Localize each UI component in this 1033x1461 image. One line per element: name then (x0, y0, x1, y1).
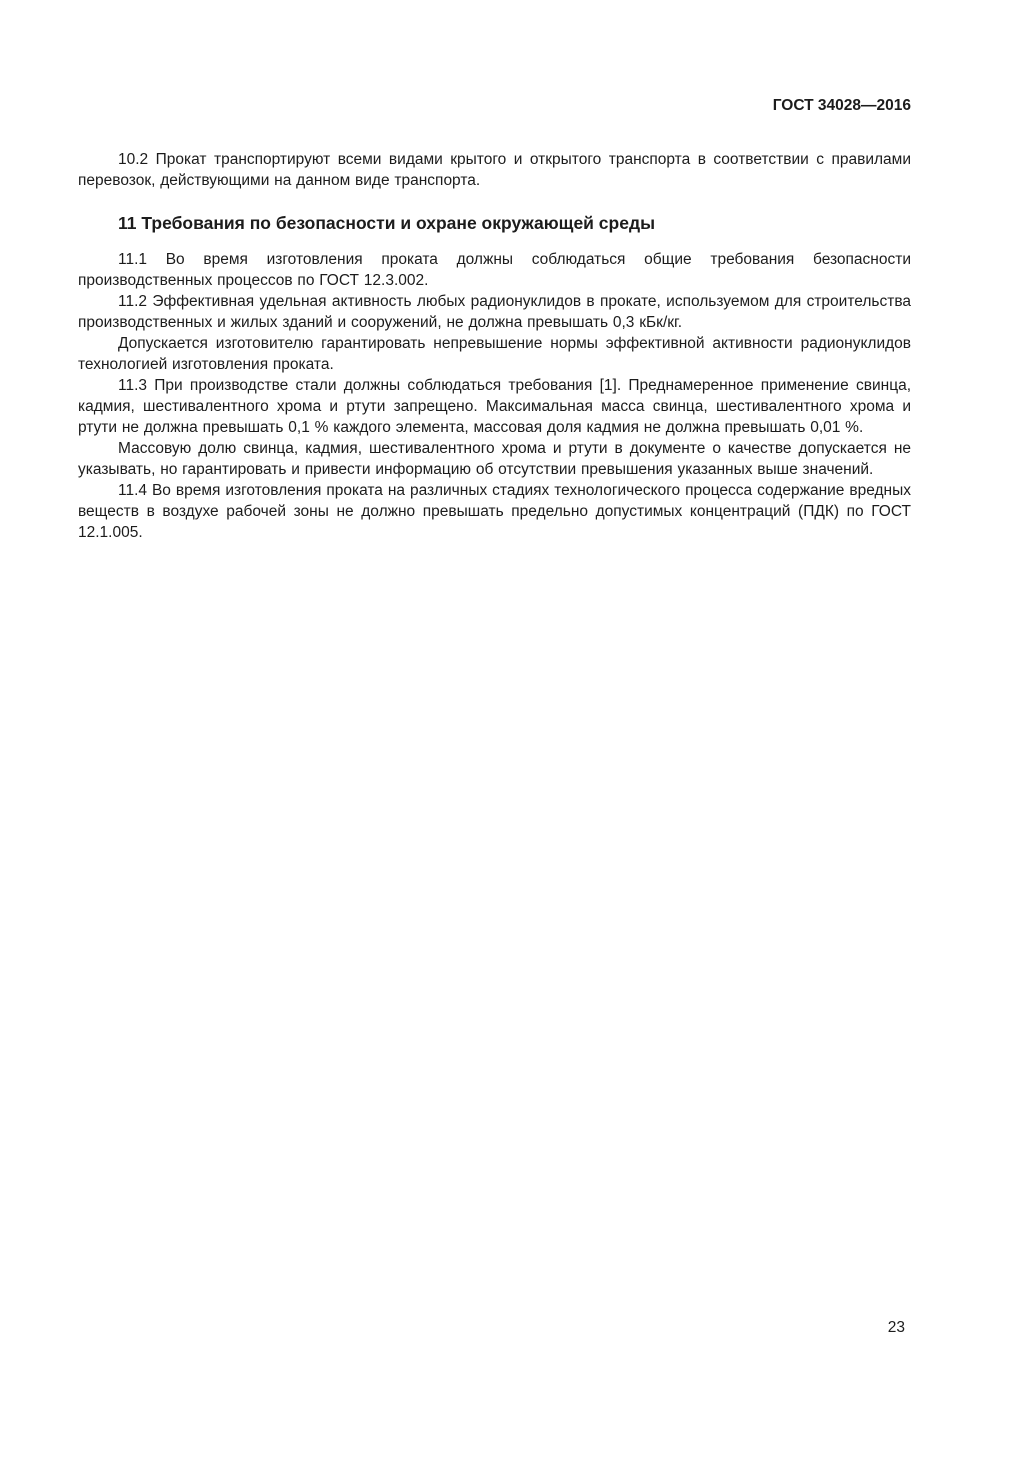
doc-number-header: ГОСТ 34028—2016 (772, 97, 911, 114)
paragraph-11-1: 11.1 Во время изготовления проката должны соблюдаться общие требования безопасности производственных процессов по ГОСТ 12.3.002. (78, 251, 911, 289)
paragraph-10-2: 10.2 Прокат транспортируют всеми видами крытого и открытого транспорта в соответствии с правилами перевозок, действующими на данном виде транспорта. (78, 151, 911, 189)
paragraph-11-2-continued: Допускается изготовителю гарантировать непревышение нормы эффективной активности радионуклидов технологией изготовления проката. (78, 335, 911, 373)
paragraph-11-4: 11.4 Во время изготовления проката на различных стадиях технологического процесса содержание вредных веществ в воздухе рабочей зоны не должно превышать предельно допустимых концентраций (ПДК) по ГОСТ 12.1.005. (78, 482, 911, 541)
paragraph-11-3: 11.3 При производстве стали должны соблюдаться требования [1]. Преднамеренное применение свинца, кадмия, шестивалентного хрома и ртути запрещено. Максимальная масса свинца, шестивалентного хрома и ртути не должна превышать 0,1 % каждого элемента, массовая доля кадмия не должна превышать 0,01 %. (78, 377, 911, 436)
page-content (78, 97, 911, 543)
paragraph-11-2: 11.2 Эффективная удельная активность любых радионуклидов в прокате, используемом для строительства производственных и жилых зданий и сооружений, не должна превышать 0,3 кБк/кг. (78, 293, 911, 331)
section-heading-11: 11 Требования по безопасности и охране окружающей среды (118, 213, 656, 233)
paragraph-11-3-continued: Массовую долю свинца, кадмия, шестивалентного хрома и ртути в документе о качестве допускается не указывать, но гарантировать и привести информацию об отсутствии превышения указанных выше значений. (78, 440, 911, 478)
page-number: 23 (887, 1319, 905, 1336)
